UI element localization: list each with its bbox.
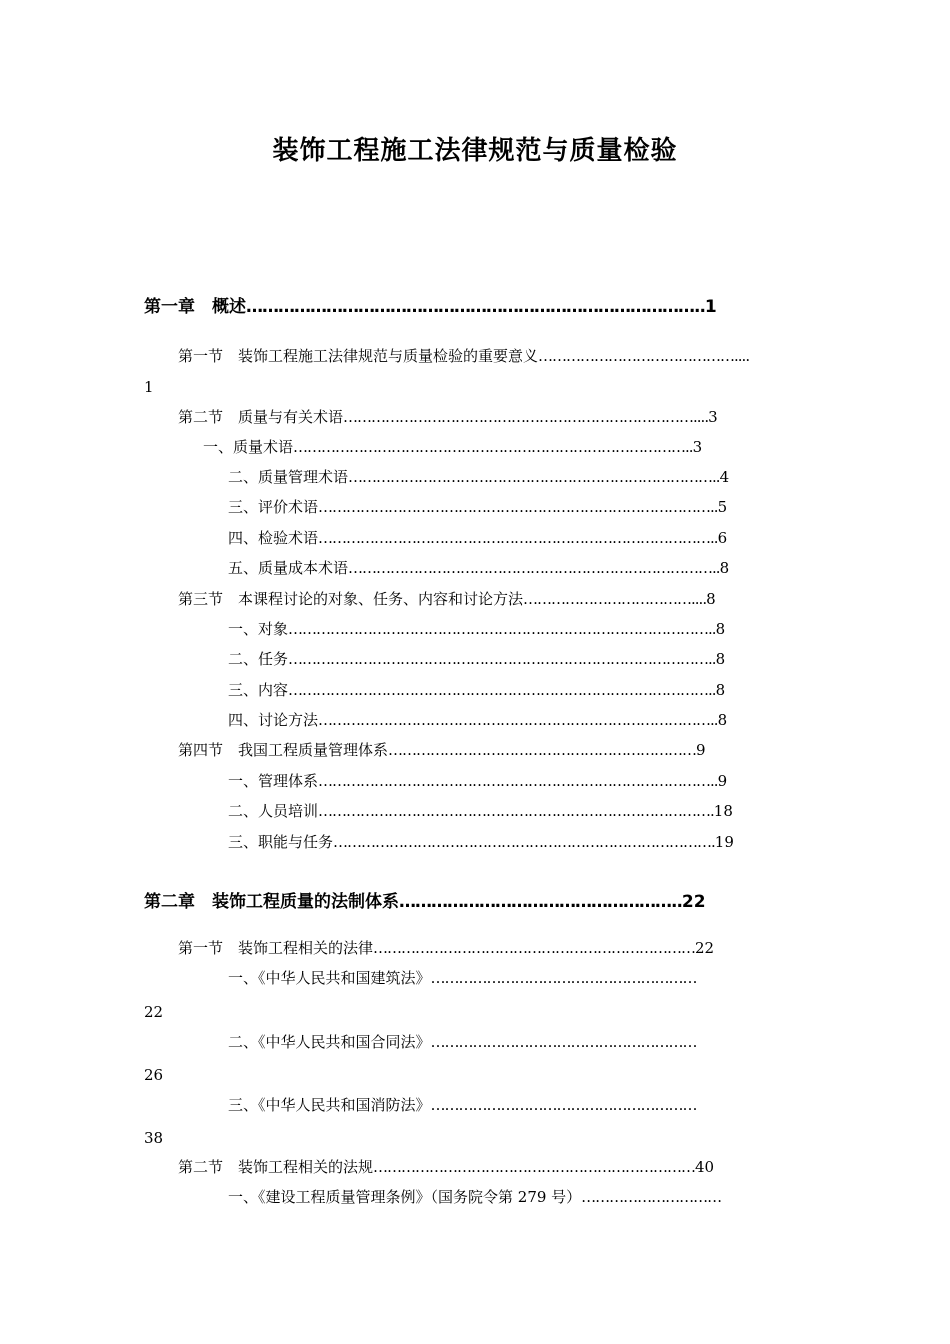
toc-entry	[228, 1187, 721, 1207]
toc-entry-text: 第一节 装饰工程施工法律规范与质量检验的重要意义	[178, 347, 539, 365]
toc-page-number: 18	[713, 802, 733, 820]
toc-page-number: 5	[717, 498, 728, 516]
toc-leader-dots: ……………………………………………………………………..	[348, 468, 720, 486]
toc-entry-text: 二、质量管理术语	[228, 468, 349, 486]
toc-entry-text: 三、职能与任务	[228, 833, 334, 851]
toc-leader-dots: ……………………………………………………………………….	[333, 833, 715, 851]
toc-entry	[178, 407, 718, 427]
toc-leader-dots: ……………………………………………………………………..	[348, 559, 720, 577]
toc-entry-text: 三、评价术语	[228, 498, 319, 516]
toc-entry	[228, 832, 734, 852]
toc-leader-dots: …………………………	[581, 1188, 722, 1206]
toc-leader-dots: ………………………………....	[523, 590, 707, 608]
toc-leader-dots: ……………………………………………………………	[373, 1158, 696, 1176]
toc-chapter-entry	[144, 891, 706, 913]
toc-page-wrap	[144, 377, 154, 397]
toc-entry-text: 第一章 概述	[144, 297, 246, 317]
toc-leader-dots: …………………………………………………	[430, 969, 697, 987]
document-title: 装饰工程施工法律规范与质量检验	[272, 136, 678, 166]
toc-page-number: 9	[717, 772, 728, 790]
toc-entry	[228, 680, 725, 700]
toc-chapter-entry	[144, 296, 717, 318]
toc-entry-text: 三、《中华人民共和国消防法》	[228, 1096, 431, 1114]
toc-entry-text: 一、《中华人民共和国建筑法》	[228, 969, 431, 987]
toc-page-number: 4	[719, 468, 730, 486]
toc-entry	[228, 528, 727, 548]
toc-leader-dots: …………………………………………………………………………..	[246, 297, 705, 317]
toc-page-number: 26	[144, 1066, 164, 1084]
toc-entry-text: 一、管理体系	[228, 772, 319, 790]
toc-leader-dots: …………………………………………………………………………..	[318, 529, 718, 547]
toc-page-wrap	[144, 1065, 163, 1085]
toc-page-number: 22	[695, 939, 715, 957]
toc-leader-dots: …………………………………………………………………………..	[318, 772, 718, 790]
toc-entry-text: 第二节 质量与有关术语	[178, 408, 344, 426]
toc-entry-text: 一、《建设工程质量管理条例》（国务院令第 279 号）	[228, 1188, 582, 1206]
toc-entry	[178, 938, 714, 958]
toc-entry-text: 二、任务	[228, 650, 289, 668]
toc-entry	[228, 710, 727, 730]
toc-page-number: 1	[704, 297, 717, 317]
toc-entry	[228, 649, 725, 669]
toc-entry	[178, 740, 706, 760]
toc-entry	[228, 801, 733, 821]
toc-page-number: 8	[715, 681, 726, 699]
toc-page-number: 1	[144, 378, 154, 396]
toc-leader-dots: …………………………………………………………………………..	[318, 711, 718, 729]
toc-entry	[228, 1095, 697, 1115]
toc-leader-dots: ………………………………………………………………………………..	[288, 681, 716, 699]
toc-entry	[228, 467, 729, 487]
toc-page-number: 3	[708, 408, 718, 426]
toc-page-number: 8	[717, 711, 728, 729]
toc-page-wrap	[144, 1002, 163, 1022]
toc-entry-text: 一、对象	[228, 620, 289, 638]
toc-page-number: 9	[696, 741, 706, 759]
toc-leader-dots: ……………………………………………………………	[373, 939, 696, 957]
toc-leader-dots: …………………………………………………	[430, 1033, 697, 1051]
toc-entry-text: 四、讨论方法	[228, 711, 319, 729]
toc-entry	[228, 771, 727, 791]
toc-leader-dots: …………………………………………………………………....	[343, 408, 709, 426]
toc-page-number: 8	[706, 590, 716, 608]
toc-page-number: 22	[681, 892, 706, 912]
toc-page-wrap	[144, 1128, 163, 1148]
toc-page-number: 6	[717, 529, 728, 547]
toc-entry-text: 二、人员培训	[228, 802, 319, 820]
toc-leader-dots: …………………………………………………………	[388, 741, 697, 759]
toc-entry	[228, 968, 697, 988]
toc-page-number: 8	[715, 650, 726, 668]
toc-leader-dots: ………………………………………………………………………………..	[288, 650, 716, 668]
toc-entry	[228, 558, 729, 578]
toc-entry-text: 一、质量术语	[203, 438, 294, 456]
toc-entry-text: 三、内容	[228, 681, 289, 699]
toc-leader-dots: …………………………………………………	[430, 1096, 697, 1114]
toc-entry	[228, 1032, 697, 1052]
toc-leader-dots: ………………………………………………………………………………..	[288, 620, 716, 638]
toc-entry-text: 第二节 装饰工程相关的法规	[178, 1158, 374, 1176]
toc-entry	[178, 1157, 714, 1177]
toc-leader-dots: ……………………………………....	[538, 347, 750, 365]
toc-entry-text: 第一节 装饰工程相关的法律	[178, 939, 374, 957]
toc-entry-text: 五、质量成本术语	[228, 559, 349, 577]
toc-page-number: 38	[144, 1129, 164, 1147]
toc-page-number: 8	[719, 559, 730, 577]
toc-page-number: 40	[695, 1158, 715, 1176]
toc-entry	[178, 589, 716, 609]
toc-entry-text: 第四节 我国工程质量管理体系	[178, 741, 389, 759]
toc-leader-dots: …………………………………………………………………………..	[293, 438, 693, 456]
toc-leader-dots: ………………………………………………………………………….	[318, 802, 714, 820]
toc-entry-text: 二、《中华人民共和国合同法》	[228, 1033, 431, 1051]
toc-entry-text: 四、检验术语	[228, 529, 319, 547]
toc-leader-dots: ……………………………………………..	[399, 892, 682, 912]
toc-page-number: 3	[692, 438, 703, 456]
toc-page-number: 8	[715, 620, 726, 638]
toc-entry	[228, 619, 725, 639]
toc-entry	[178, 346, 749, 366]
toc-entry	[203, 437, 702, 457]
toc-page-number: 22	[144, 1003, 164, 1021]
toc-page-number: 19	[714, 833, 734, 851]
toc-entry-text: 第三节 本课程讨论的对象、任务、内容和讨论方法	[178, 590, 524, 608]
toc-entry	[228, 497, 727, 517]
toc-entry-text: 第二章 装饰工程质量的法制体系	[144, 892, 399, 912]
toc-leader-dots: …………………………………………………………………………..	[318, 498, 718, 516]
